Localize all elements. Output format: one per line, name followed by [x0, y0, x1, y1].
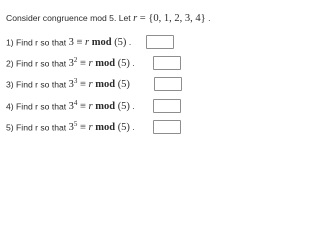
intro-set: {0, 1, 2, 3, 4} — [148, 13, 206, 24]
question-prompt: 1) Find r so that — [6, 37, 69, 48]
mod-operator: mod — [92, 101, 118, 113]
intro-variable: r — [133, 13, 138, 24]
question-base: 3 — [68, 122, 74, 134]
question-exponent: 2 — [73, 56, 78, 65]
intro-text: Consider congruence mod 5. Let — [6, 13, 131, 23]
answer-input-5[interactable] — [153, 120, 181, 134]
answer-input-3[interactable] — [154, 77, 182, 91]
answer-input-4[interactable] — [153, 99, 181, 113]
modulus-argument: (5) — [114, 37, 127, 49]
modulus-argument: (5) — [117, 101, 130, 113]
question-variable: r — [88, 79, 93, 91]
answer-input-2[interactable] — [153, 56, 181, 70]
question-end: . — [126, 37, 132, 48]
question-variable: r — [88, 122, 93, 134]
answer-input-1[interactable] — [146, 35, 174, 49]
mod-operator: mod — [92, 79, 118, 91]
question-prompt: 4) Find r so that — [6, 101, 69, 112]
congruence-symbol: ≡ — [77, 58, 89, 70]
question-prompt: 5) Find r so that — [6, 122, 69, 133]
problem-intro — [6, 13, 210, 24]
congruence-symbol: ≡ — [77, 122, 89, 134]
question-base: 3 — [68, 58, 74, 70]
congruence-symbol: ≡ — [77, 79, 89, 91]
mod-operator: mod — [92, 58, 118, 70]
question-base: 3 — [68, 37, 74, 49]
question-exponent: 3 — [73, 77, 78, 86]
congruence-symbol: ≡ — [77, 101, 89, 113]
congruence-symbol: ≡ — [73, 37, 85, 49]
question-variable: r — [88, 58, 93, 70]
question-prompt: 3) Find r so that — [6, 79, 69, 90]
question-variable: r — [88, 101, 93, 113]
question-prompt: 2) Find r so that — [6, 58, 69, 69]
question-exponent: 5 — [73, 120, 78, 129]
question-base: 3 — [68, 101, 74, 113]
question-end: . — [129, 58, 135, 69]
question-base: 3 — [68, 79, 74, 91]
intro-equals: = — [137, 13, 149, 24]
mod-operator: mod — [89, 37, 115, 49]
question-end: . — [129, 101, 135, 112]
mod-operator: mod — [92, 122, 118, 134]
intro-end: . — [205, 13, 211, 23]
modulus-argument: (5) — [117, 122, 130, 134]
modulus-argument: (5) — [117, 58, 130, 70]
question-exponent: 4 — [73, 99, 78, 108]
modulus-argument: (5) — [117, 79, 130, 91]
question-end: . — [129, 122, 135, 133]
question-variable: r — [85, 37, 90, 49]
